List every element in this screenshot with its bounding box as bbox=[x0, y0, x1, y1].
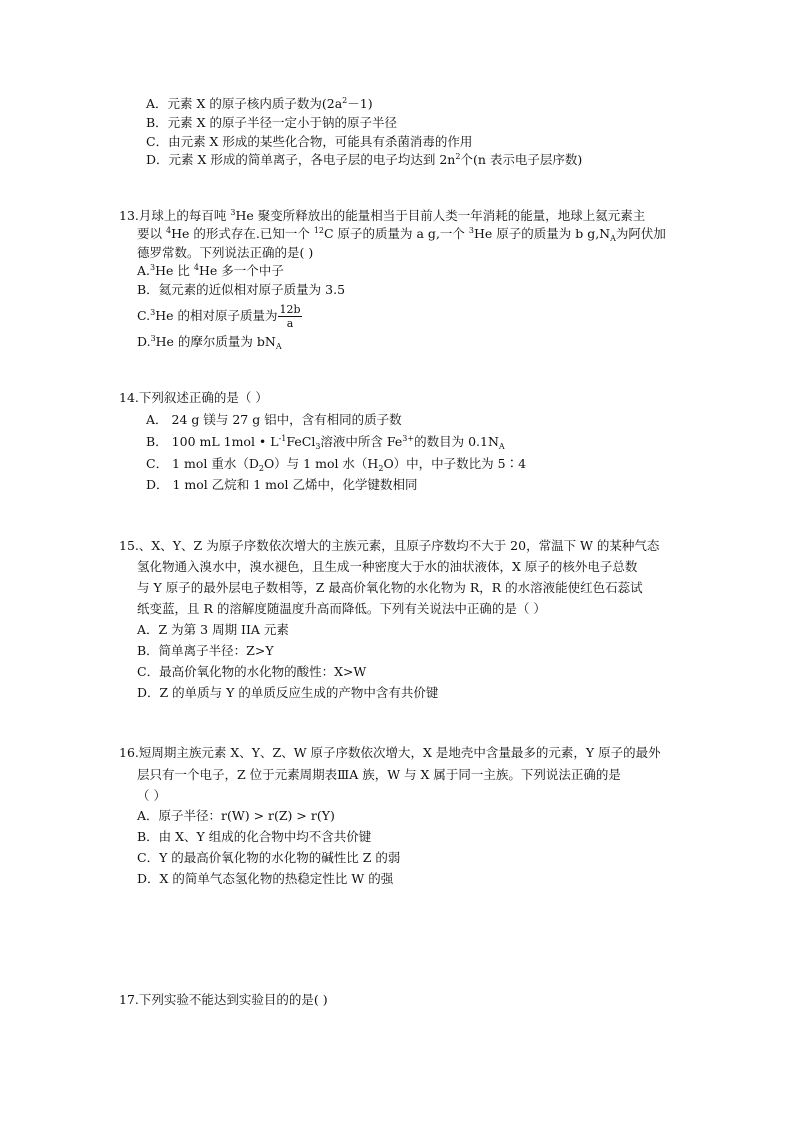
q14-option-c: C． 1 mol 重水$(D_2O)$与 1 mol 水$(H_2O)$中，中子数比为 5∶4 bbox=[146, 456, 527, 473]
q15-stem-line3: 与 Y 原子的最外层电子数相等，Z 最高价氧化物的水化物为 R，R 的水溶液能使红色石蕊试 bbox=[137, 580, 643, 595]
q12-option-a: A．元素 X 的原子核内质子数为$(2a^2-1)$ bbox=[146, 96, 373, 111]
q17-stem: 17.下列实验不能达到实验目的的是( ) bbox=[119, 992, 328, 1007]
q16-option-d: D．X 的简单气态氢化物的热稳定性比 W 的强 bbox=[137, 871, 394, 886]
q16-option-b: B．由 X、Y 组成的化合物中均不含共价键 bbox=[137, 829, 372, 844]
q13-option-d: D.$^3$He 的摩尔质量为 $bN_A$ bbox=[137, 334, 282, 351]
q15-option-b: B．简单离子半径：Z>Y bbox=[137, 643, 274, 658]
q13-stem-line3: 德罗常数。下列说法正确的是( ) bbox=[137, 245, 314, 260]
q13-stem-line2: 要以 $^4$He 的形式存在.已知一个 $^{12}$C 原子的质量为 a g,一个 $^3$He 原子的质量为 b $g,N_A$为阿伏加 bbox=[137, 226, 666, 243]
q15-option-c: C．最高价氧化物的水化物的酸性：X>W bbox=[137, 664, 367, 679]
q14-option-a: A． 24 g 镁与 27 g 铝中，含有相同的质子数 bbox=[146, 412, 402, 427]
q15-stem-line1: 15.、X、Y、Z 为原子序数依次增大的主族元素，且原子序数均不大于 20，常温下 W 的某种气态 bbox=[119, 538, 660, 553]
q16-stem-line1: 16.短周期主族元素 X、Y、Z、W 原子序数依次增大，X 是地壳中含量最多的元素，Y 原子的最外 bbox=[119, 745, 661, 760]
q16-option-a: A．原子半径：r(W) > r(Z) > r(Y) bbox=[137, 808, 335, 823]
q16-stem-line2: 层只有一个电子，Z 位于元素周期表ⅢA 族，W 与 X 属于同一主族。下列说法正确的是 bbox=[137, 767, 621, 782]
q16-option-c: C．Y 的最高价氧化物的水化物的碱性比 Z 的弱 bbox=[137, 850, 401, 865]
q12-option-c: C．由元素 X 形成的某些化合物，可能具有杀菌消毒的作用 bbox=[146, 134, 473, 149]
q13-option-c: C.$^3$He 的相对原子质量为 $\frac{12b}{a}$ bbox=[137, 303, 301, 330]
q15-stem-line2: 氢化物通入溴水中，溴水褪色，且生成一种密度大于水的油状液体，X 原子的核外电子总数 bbox=[137, 559, 638, 574]
q12-option-d: D．元素 X 形成的简单离子，各电子层的电子均达到 $2n^2$个(n 表示电子层序数) bbox=[146, 152, 583, 167]
q15-stem-line4: 纸变蓝，且 R 的溶解度随温度升高而降低。下列有关说法中正确的是（ ） bbox=[137, 601, 546, 616]
q14-option-d: D． 1 mol 乙烷和 1 mol 乙烯中，化学键数相同 bbox=[146, 477, 418, 492]
q14-option-b: B． 100 mL 1mol • $L^{-1}FeCl_3$溶液中所含 $Fe^{3+}$的数目为 $0.1N_A$ bbox=[146, 434, 505, 451]
q12-option-b: B．元素 X 的原子半径一定小于钠的原子半径 bbox=[146, 115, 398, 130]
q13-stem-line1: 13.月球上的每百吨 $^3$He 聚变所释放出的能量相当于目前人类一年消耗的能量，地球上氦元素主 bbox=[119, 208, 646, 223]
q15-option-d: D．Z 的单质与 Y 的单质反应生成的产物中含有共价键 bbox=[137, 685, 439, 700]
q15-option-a: A．Z 为第 3 周期 IIA 元素 bbox=[137, 622, 289, 637]
q13-option-b: B．氦元素的近似相对原子质量为 3.5 bbox=[137, 282, 346, 297]
q13-option-a: A.$^3$He 比 $^4$He 多一个中子 bbox=[137, 263, 284, 278]
q16-stem-line3: （ ） bbox=[137, 788, 166, 803]
q13-fraction: $\frac{12b}{a}$ bbox=[279, 303, 301, 330]
q14-stem: 14.下列叙述正确的是（ ） bbox=[119, 390, 268, 405]
